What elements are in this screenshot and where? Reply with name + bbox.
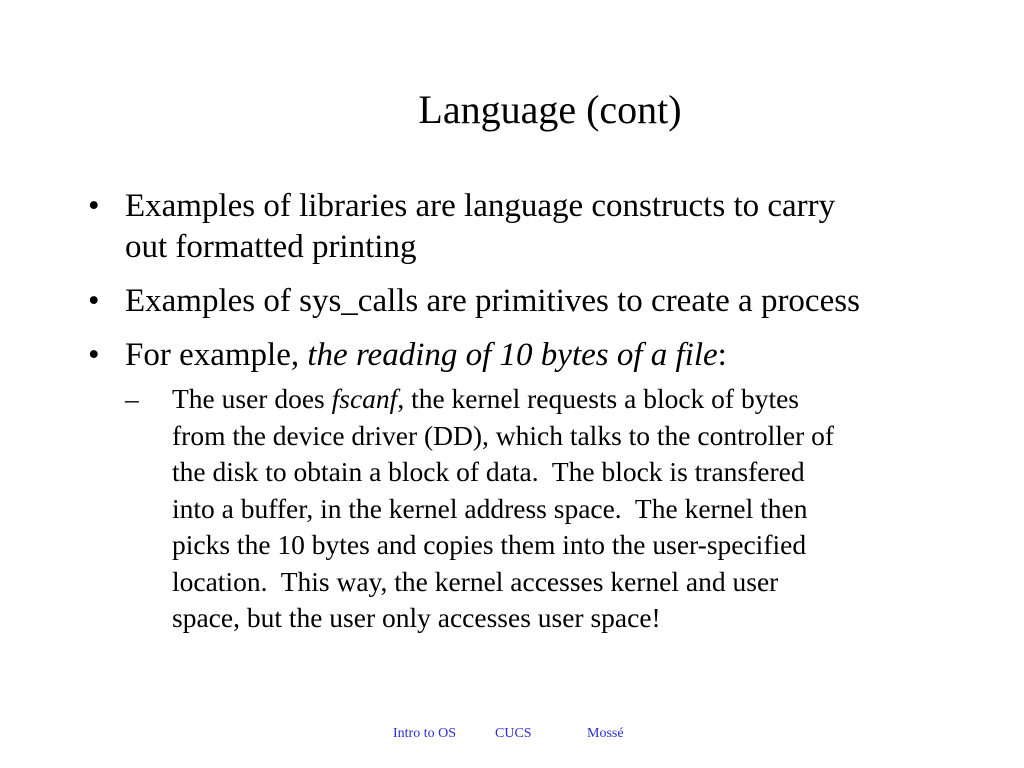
- bullet-libraries-line2: out formatted printing: [125, 229, 417, 265]
- sub-dash-icon: –: [125, 383, 139, 414]
- sub-bullet-line: from the device driver (DD), which talks to the controller of: [172, 419, 835, 451]
- bullet-dot-icon: •: [88, 337, 100, 373]
- bullet-example-emphasis: the reading of 10 bytes of a file: [307, 337, 718, 373]
- bullet-syscalls-text: Examples of sys_calls are primitives to create a process: [125, 283, 860, 319]
- sub-bullet-line: into a buffer, in the kernel address space. The kernel then: [172, 492, 808, 524]
- bullet-list: [88, 186, 1018, 637]
- bullet-libraries-line1: Examples of libraries are language constructs to carry: [125, 188, 836, 224]
- sub-bullet-line: location. This way, the kernel accesses kernel and user: [172, 565, 779, 597]
- sub-bullet-line: the disk to obtain a block of data. The block is transfered: [172, 456, 805, 487]
- bullet-example: [88, 335, 1018, 376]
- bullet-syscalls: [88, 281, 1018, 322]
- sub-bullet-emphasis: fscanf: [331, 383, 398, 414]
- sub-bullet-line: space, but the user only accesses user space!: [172, 602, 661, 633]
- sub-bullet-line: [172, 381, 972, 418]
- sub-bullet-pre: The user does: [172, 383, 332, 414]
- footer-dept: CUCS: [495, 726, 532, 741]
- slide-title: Language (cont): [418, 87, 682, 132]
- footer-author: Mossé: [587, 726, 624, 741]
- footer-course: Intro to OS: [393, 726, 456, 741]
- bullet-libraries: [88, 186, 1018, 268]
- slide-footer: [0, 724, 1024, 744]
- bullet-dot-icon: •: [88, 188, 100, 224]
- sub-bullet-post: , the kernel requests a block of bytes: [397, 383, 799, 414]
- bullet-example-suffix: :: [717, 337, 727, 373]
- sub-bullet-line: picks the 10 bytes and copies them into the user-specified: [172, 529, 807, 560]
- sub-bullet-fscanf: [125, 381, 972, 637]
- bullet-dot-icon: •: [88, 283, 100, 319]
- bullet-example-prefix: For example,: [125, 337, 308, 373]
